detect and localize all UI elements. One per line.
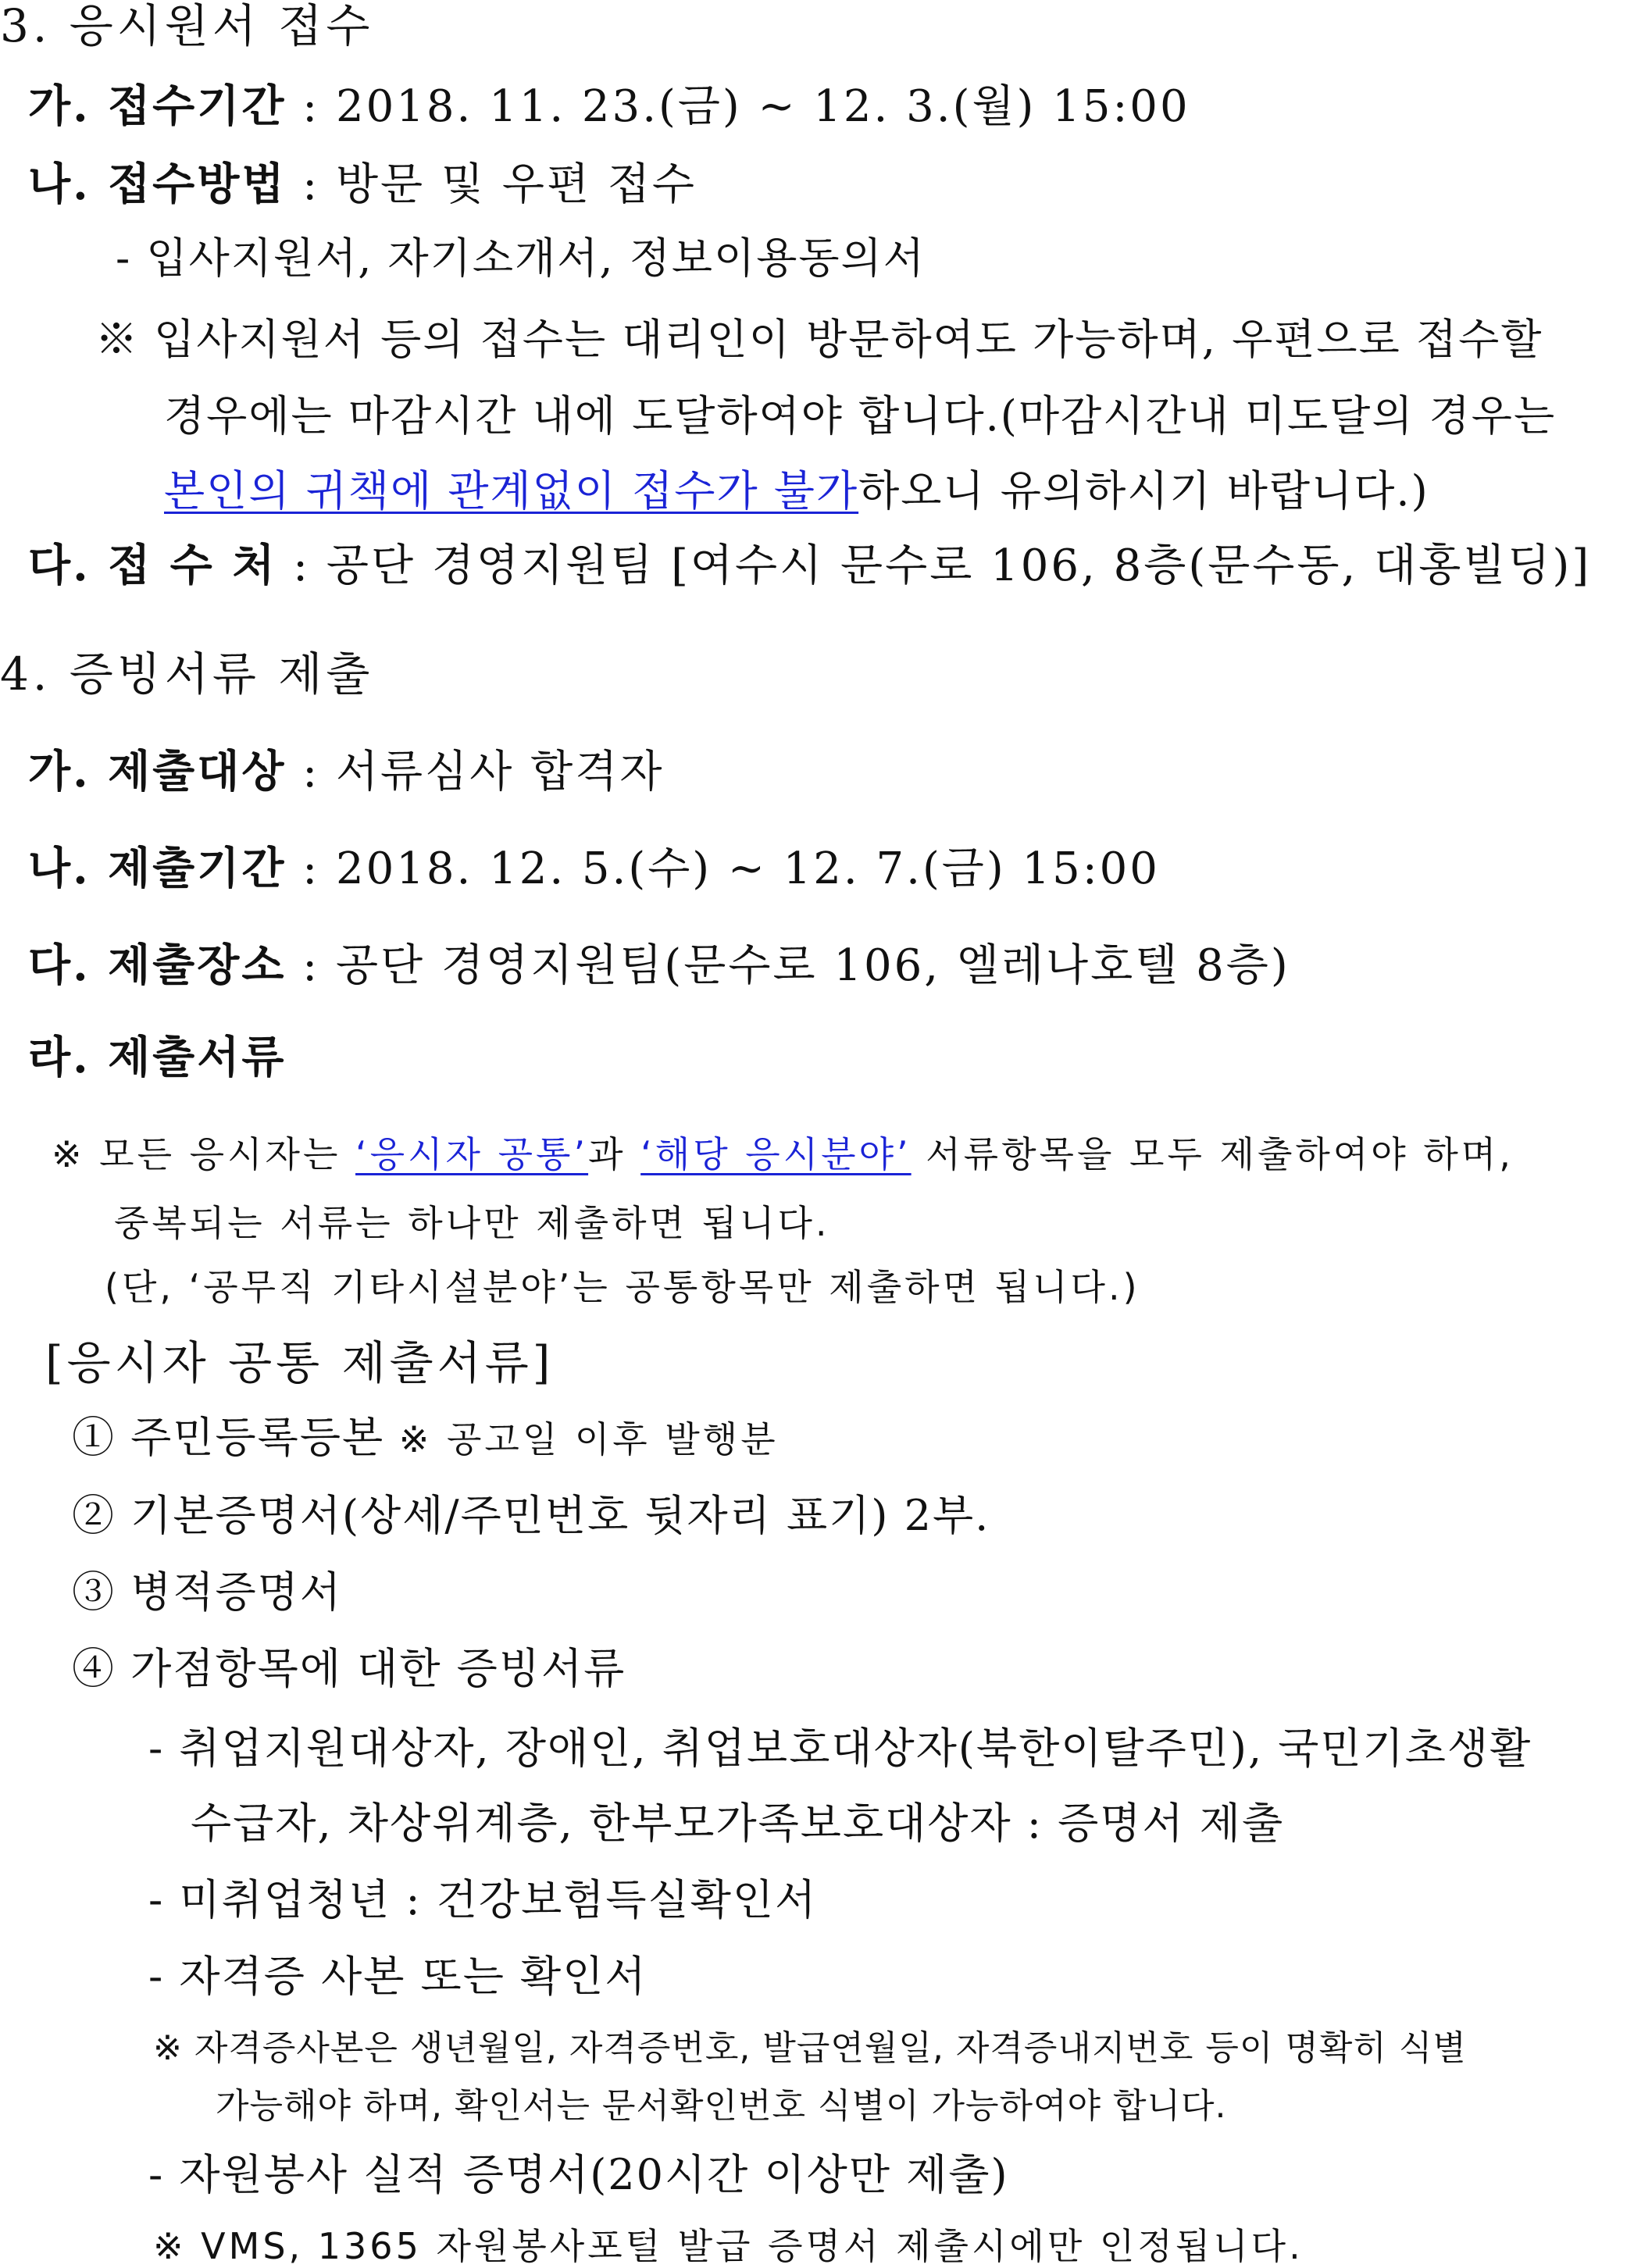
submit-note-mid: 과	[588, 1133, 641, 1175]
submit-period-value: : 2018. 12. 5.(수) ~ 12. 7.(금) 15:00	[286, 843, 1160, 894]
bonus-sub-1-line-1: - 취업지원대상자, 장애인, 취업보호대상자(북한이탈주민), 국민기초생활	[148, 1724, 1532, 1773]
submit-period	[28, 843, 1160, 894]
receipt-note-highlight: 본인의 귀책에 관계없이 접수가 불가	[164, 466, 859, 515]
receipt-note-line-3-rest: 하오니 유의하시기 바랍니다.)	[858, 466, 1429, 515]
receipt-period	[28, 81, 1190, 132]
receipt-period-label: 가. 접수기간	[28, 80, 287, 132]
license-note-line-2: 가능해야 하며, 확인서는 문서확인번호 식별이 가능하여야 합니다.	[216, 2086, 1227, 2126]
submit-note-post: 서류항목을 모두 제출하여야 하며,	[911, 1133, 1514, 1175]
submit-place	[28, 940, 1290, 991]
doc-item-1-text: ① 주민등록등본	[72, 1413, 385, 1462]
volunteer-note: ※ VMS, 1365 자원봉사포털 발급 증명서 제출시에만 인정됩니다.	[153, 2225, 1304, 2267]
section-4-title: 4. 증빙서류 제출	[0, 647, 374, 701]
receipt-place-label: 다. 접 수 처	[28, 540, 277, 591]
submit-note-common-link: ‘응시자 공통’	[355, 1133, 589, 1175]
submit-place-value: : 공단 경영지원팀(문수로 106, 엘레나호텔 8층)	[286, 940, 1290, 991]
submit-note-line-2: 중복되는 서류는 하나만 제출하면 됩니다.	[114, 1202, 830, 1244]
receipt-place	[28, 540, 1591, 591]
submit-documents-label: 라. 제출서류	[28, 1032, 287, 1083]
bonus-sub-3: - 자격증 사본 또는 확인서	[148, 1952, 648, 2001]
bonus-sub-4: - 자원봉사 실적 증명서(20시간 이상만 제출)	[148, 2150, 1009, 2199]
doc-item-1	[72, 1414, 779, 1462]
submit-note-pre: ※ 모든 응시자는	[52, 1133, 356, 1175]
doc-item-1-note: ※ 공고일 이후 발행분	[384, 1418, 779, 1460]
doc-item-3: ③ 병적증명서	[72, 1567, 342, 1617]
receipt-note-line-2: 경우에는 마감시간 내에 도달하여야 합니다.(마감시간내 미도달의 경우는	[164, 391, 1557, 440]
submit-target-label: 가. 제출대상	[28, 746, 287, 797]
receipt-period-value: : 2018. 11. 23.(금) ~ 12. 3.(월) 15:00	[286, 81, 1190, 132]
receipt-method-label: 나. 접수방법	[28, 159, 287, 210]
receipt-note-line-3	[164, 467, 1429, 515]
doc-item-2: ② 기본증명서(상세/주민번호 뒷자리 표기) 2부.	[72, 1491, 990, 1540]
receipt-method	[28, 159, 697, 210]
section-3-title: 3. 응시원서 접수	[0, 0, 374, 52]
receipt-documents: - 입사지원서, 자기소개서, 정보이용동의서	[116, 234, 926, 283]
doc-item-4: ④ 가점항목에 대한 증빙서류	[72, 1644, 626, 1693]
submit-note-line-1	[52, 1134, 1514, 1175]
bonus-sub-2: - 미취업청년 : 건강보험득실확인서	[148, 1875, 818, 1924]
submit-target	[28, 747, 664, 797]
submit-period-label: 나. 제출기간	[28, 843, 287, 894]
submit-place-label: 다. 제출장소	[28, 940, 287, 991]
receipt-note-line-1: ※ 입사지원서 등의 접수는 대리인이 방문하여도 가능하며, 우편으로 접수할	[95, 315, 1543, 364]
license-note-line-1: ※ 자격증사본은 생년월일, 자격증번호, 발급연월일, 자격증내지번호 등이 명확히 식별	[153, 2028, 1467, 2068]
receipt-place-value: : 공단 경영지원팀 [여수시 문수로 106, 8층(문수동, 대홍빌딩)]	[276, 540, 1592, 591]
submit-note-line-3: (단, ‘공무직 기타시설분야’는 공통항목만 제출하면 됩니다.)	[105, 1266, 1140, 1308]
submit-note-field-link: ‘해당 응시분야’	[640, 1133, 912, 1175]
receipt-method-value: : 방문 및 우편 접수	[286, 159, 697, 210]
bonus-sub-1-line-2: 수급자, 차상위계층, 한부모가족보호대상자 : 증명서 제출	[191, 1799, 1285, 1848]
common-documents-header: [응시자 공통 제출서류]	[45, 1336, 555, 1389]
submit-target-value: : 서류심사 합격자	[286, 747, 665, 797]
